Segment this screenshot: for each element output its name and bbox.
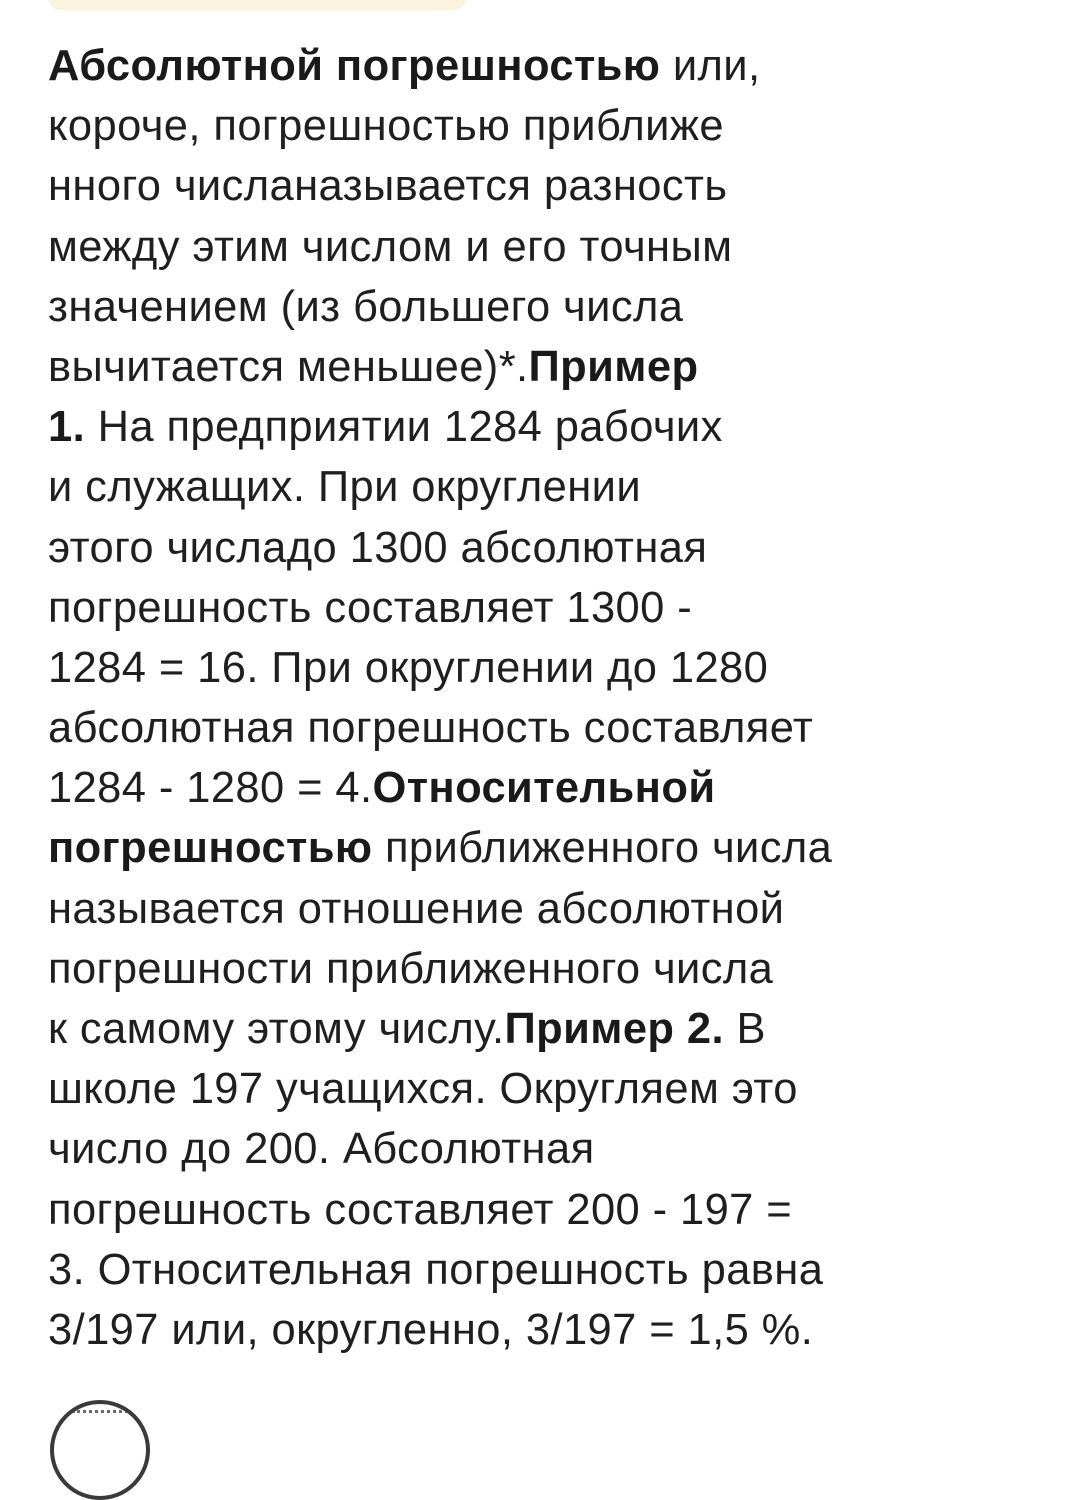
text-segment: погрешность составляет 1300 - xyxy=(48,583,693,632)
text-segment: и служащих. При округлении xyxy=(48,463,642,512)
top-banner-chip xyxy=(48,0,466,10)
bold-term: 1. xyxy=(48,403,86,452)
text-line xyxy=(48,217,1058,277)
text-segment: 3/197 или, округленно, 3/197 = 1,5 %. xyxy=(48,1305,814,1354)
text-segment: короче, погрешностью приближе xyxy=(48,102,724,151)
text-line xyxy=(48,337,1058,397)
text-segment: число до 200. Абсолютная xyxy=(48,1125,595,1174)
text-line xyxy=(48,818,1058,878)
text-segment: 3. Относительная погрешность равна xyxy=(48,1245,824,1294)
text-line xyxy=(48,36,1058,96)
bold-term: Пример xyxy=(528,342,699,391)
text-segment: 1284 = 16. При округлении до 1280 xyxy=(48,643,769,692)
text-line xyxy=(48,939,1058,999)
text-segment: приближенного числа xyxy=(372,824,833,873)
text-line xyxy=(48,96,1058,156)
text-segment: нного числаназывается разность xyxy=(48,162,728,211)
text-line xyxy=(48,1180,1058,1240)
text-segment: 1284 - 1280 = 4. xyxy=(48,764,373,813)
text-segment: называется отношение абсолютной xyxy=(48,884,785,933)
bold-term: Пример 2. xyxy=(504,1005,724,1053)
text-segment: школе 197 учащихся. Округляем это xyxy=(48,1065,798,1114)
text-line xyxy=(48,457,1058,517)
text-segment: В xyxy=(723,1005,766,1053)
text-segment: На предприятии 1284 рабочих xyxy=(85,403,723,452)
text-line xyxy=(48,156,1058,216)
text-line xyxy=(48,879,1058,939)
text-line xyxy=(48,277,1058,337)
text-line xyxy=(48,758,1058,818)
text-line xyxy=(48,698,1058,758)
text-segment: вычитается меньшее)*. xyxy=(48,342,529,391)
text-line xyxy=(48,1059,1058,1119)
text-line xyxy=(48,578,1058,638)
text-line xyxy=(48,1300,1058,1360)
text-segment: погрешность составляет 200 - 197 = xyxy=(48,1185,793,1234)
text-line xyxy=(48,1240,1058,1300)
text-line xyxy=(48,518,1058,578)
bold-term: Абсолютной погрешностью xyxy=(48,42,661,90)
text-segment: к самому этому числу. xyxy=(48,1005,505,1053)
text-line xyxy=(48,999,1058,1059)
bold-term: погрешностью xyxy=(48,824,373,873)
bold-term: Относительной xyxy=(372,764,716,813)
text-segment: этого числадо 1300 абсолютная xyxy=(48,523,708,572)
text-segment: погрешности приближенного числа xyxy=(48,944,774,993)
text-line xyxy=(48,638,1058,698)
text-segment: между этим числом и его точным xyxy=(48,222,733,271)
answer-text xyxy=(48,36,1058,1360)
text-line xyxy=(48,397,1058,457)
text-segment: абсолютная погрешность составляет xyxy=(48,704,814,753)
text-line xyxy=(48,1119,1058,1179)
text-segment: или, xyxy=(660,42,761,90)
text-segment: значением (из большего числа xyxy=(48,282,684,331)
avatar-icon[interactable] xyxy=(50,1400,150,1500)
